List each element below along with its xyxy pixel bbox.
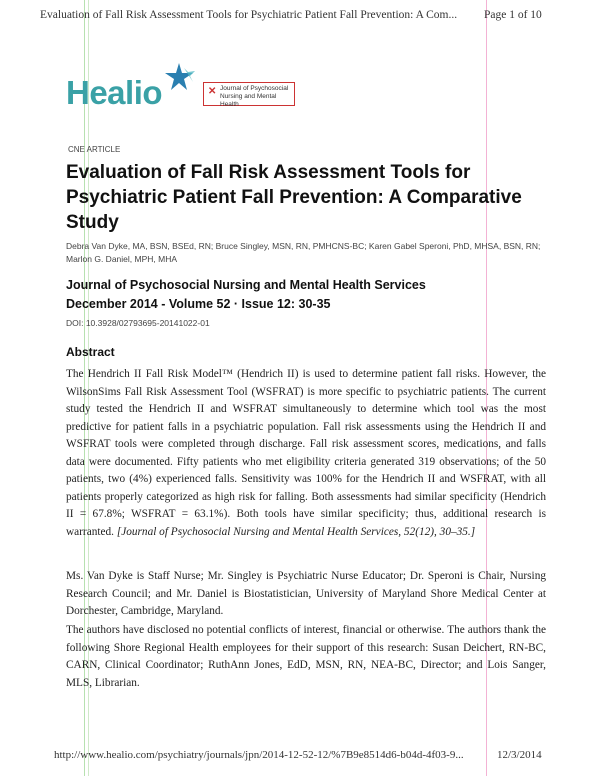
journal-name: Journal of Psychosocial Nursing and Mental Health Services [66,278,426,292]
journal-badge-label: Journal of Psychosocial Nursing and Mental Health [220,85,289,108]
healio-logo[interactable] [66,62,206,112]
issue-info: December 2014 - Volume 52 · Issue 12: 30-35 [66,297,331,311]
star-icon [162,62,196,92]
affiliations-paragraph: Ms. Van Dyke is Staff Nurse; Mr. Singley is Psychiatric Nurse Educator; Dr. Speroni is Chair, Nursing Research Council; and Mr. Daniel is Biostatistician, University of Maryland Shore Medical Center at Dorchester, Cambridge, Maryland. [66,570,546,617]
logo-wordmark: Healio [66,74,163,111]
journal-badge[interactable] [203,82,295,106]
abstract-text: The Hendrich II Fall Risk Model™ (Hendrich II) is used to determine patient fall risks. However, the WilsonSims Fall Risk Assessment Tool (WSFRAT) is more specific to psychiatric patients. The current study tested the Hendrich II and WSFRAT simultaneously to determine which tool was the most predictive for patient falls in a psychiatric population. Fall risk assessments using the Hendrich II and WSFRAT tools were completed through discharge. Fall risk assessment scores, medications, and falls data were documented. Fifty patients who met eligibility criteria generated 319 observations; of the 50 patients, two (4%) experienced falls. Sensitivity was 100% for the Hendrich II and WSFRAT, with all patients properly categorized as high risk for falling. Both assessments had similar specificity (Hendrich II = 67.8%; WSFRAT = 63.1%). Both tools have similar specificity; thus, additional research is warranted. [66,368,546,538]
citation: [Journal of Psychosocial Nursing and Mental Health Services, 52(12), 30–35.] [116,525,476,538]
section-label: CNE ARTICLE [68,145,121,154]
browser-page-number: Page 1 of 10 [484,9,542,21]
abstract-body [66,366,546,541]
abstract-heading: Abstract [66,345,115,359]
doi-link[interactable]: DOI: 10.3928/02793695-20141022-01 [66,318,210,328]
print-date: 12/3/2014 [497,749,542,761]
author-list: Debra Van Dyke, MA, BSN, BSEd, RN; Bruce Singley, MSN, RN, PMHCNS-BC; Karen Gabel Speroni, PhD, MHSA, BSN, RN; Marlon G. Daniel, MPH, MHA [66,241,541,264]
article-title: Evaluation of Fall Risk Assessment Tools for Psychiatric Patient Fall Prevention: A Comparative Study [66,162,522,233]
disclosure-paragraph: The authors have disclosed no potential conflicts of interest, financial or otherwise. The authors thank the following Shore Regional Health employees for their support of this research: Susan Deichert, RN-BC, CARN, Clinical Coordinator; RuthAnn Jones, EdD, MSN, RN, NEA-BC, Director; and Lois Sanger, MLS, Librarian. [66,624,546,689]
browser-page-title: Evaluation of Fall Risk Assessment Tools for Psychiatric Patient Fall Prevention: A Com... [40,9,458,21]
page-url[interactable]: http://www.healio.com/psychiatry/journals/jpn/2014-12-52-12/%7B9e8514d6-b04d-4f03-9... [54,749,464,761]
close-icon: ✕ [208,86,217,97]
